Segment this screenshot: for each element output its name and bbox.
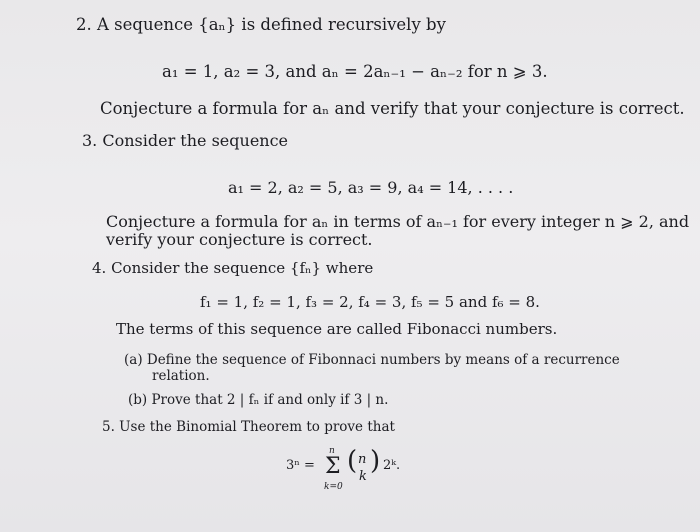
problem-3-intro: 3. Consider the sequence xyxy=(82,131,289,150)
problem-4-part-a-line-1: (a) Define the sequence of Fibonnaci numbers by means of a recurrence xyxy=(124,352,620,368)
problem-3-sequence: a₁ = 2, a₂ = 5, a₃ = 9, a₄ = 14, . . . . xyxy=(228,178,514,197)
sum-lower-limit: k=0 xyxy=(324,482,343,492)
binomial-sum-formula xyxy=(286,446,426,498)
problem-4-part-a-line-2: relation. xyxy=(152,368,210,384)
problem-3-task-line-1: Conjecture a formula for aₙ in terms of aₙ₋₁ for every integer n ⩾ 2, and xyxy=(106,212,690,231)
problem-2-task: Conjecture a formula for aₙ and verify that your conjecture is correct. xyxy=(100,99,685,118)
binomial-left-paren: ( xyxy=(347,446,358,476)
problem-4-values: f₁ = 1, f₂ = 1, f₃ = 2, f₄ = 3, f₅ = 5 and f₆ = 8. xyxy=(200,293,540,311)
problem-4-part-b: (b) Prove that 2 | fₙ if and only if 3 | n. xyxy=(128,392,389,408)
problem-4-intro: 4. Consider the sequence {fₙ} where xyxy=(92,259,374,277)
problem-2-recurrence: a₁ = 1, a₂ = 3, and aₙ = 2aₙ₋₁ − aₙ₋₂ for n ⩾ 3. xyxy=(162,62,548,81)
binomial-bottom: k xyxy=(359,469,367,484)
formula-lhs: 3ⁿ = xyxy=(286,458,315,473)
problem-2-intro: 2. A sequence {aₙ} is defined recursively by xyxy=(76,15,446,34)
formula-rhs: 2ᵏ. xyxy=(383,458,401,473)
summation-symbol: Σ xyxy=(325,454,341,479)
problem-3-task-line-2: verify your conjecture is correct. xyxy=(106,230,373,249)
binomial-top: n xyxy=(358,452,367,467)
sum-upper-limit: n xyxy=(329,446,335,456)
problem-5-intro: 5. Use the Binomial Theorem to prove that xyxy=(102,419,395,435)
problem-4-note: The terms of this sequence are called Fibonacci numbers. xyxy=(116,320,558,338)
binomial-right-paren: ) xyxy=(370,446,381,476)
